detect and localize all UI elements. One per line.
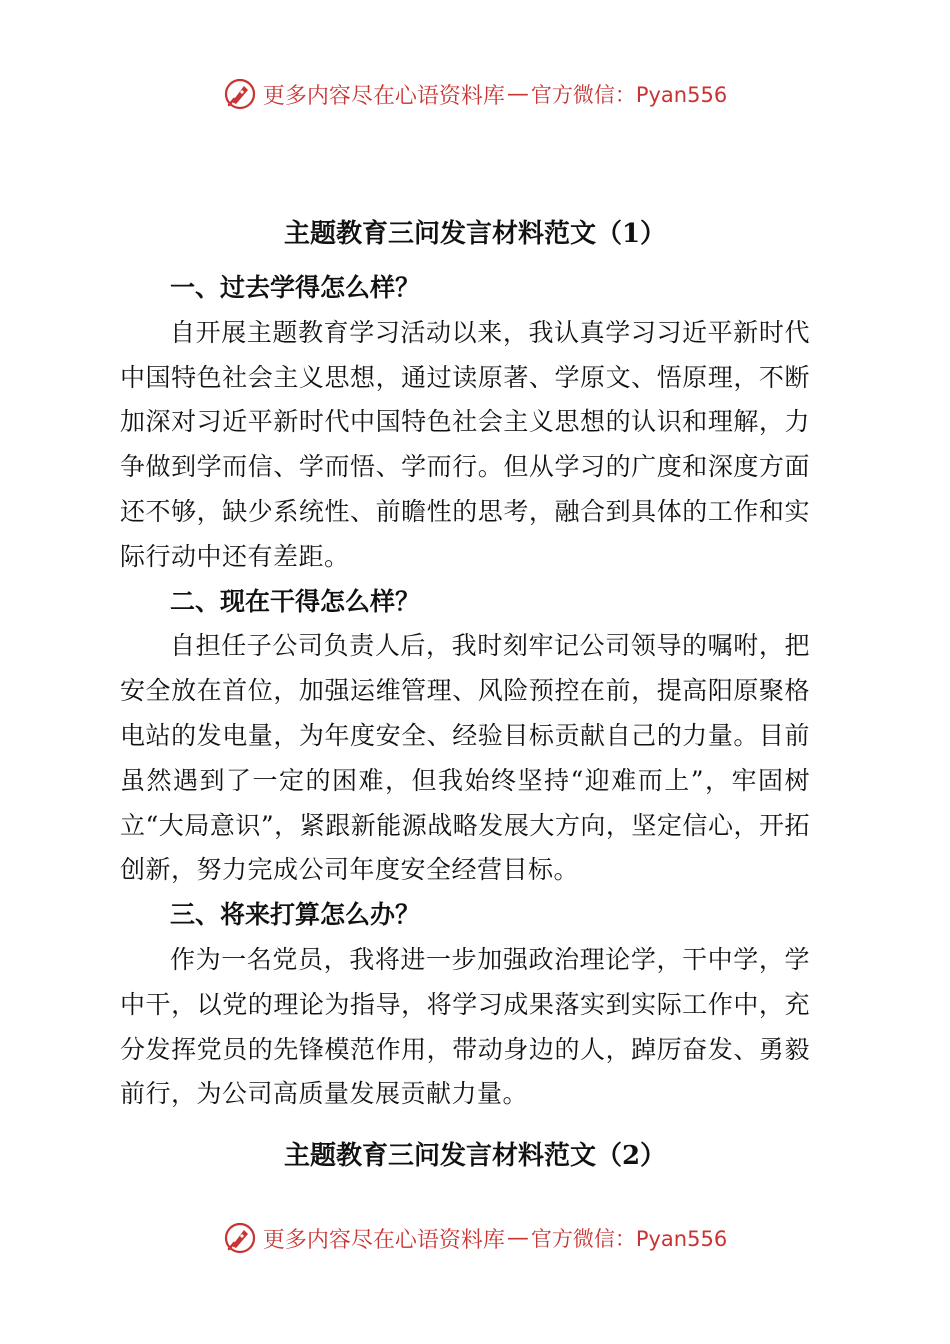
section-paragraph-3: 作为一名党员，我将进一步加强政治理论学，干中学，学中干，以党的理论为指导，将学习成果落实到实际工作中，充分发挥党员的先锋模范作用，带动身边的人，踔厉奋发、勇毅前行，为公司高质量发展贡献力量。 bbox=[120, 944, 810, 1109]
watermark-label: 更多内容尽在心语资料库 bbox=[262, 83, 505, 109]
watermark-label: 更多内容尽在心语资料库 bbox=[262, 1227, 505, 1253]
document-title-1: 主题教育三问发言材料范文（1） bbox=[283, 219, 667, 249]
section-paragraph-1: 自开展主题教育学习活动以来，我认真学习习近平新时代中国特色社会主义思想，通过读原著、学原文、悟原理，不断加深对习近平新时代中国特色社会主义思想的认识和理解，力争做到学而信、学而悟、学而行。但从学习的广度和深度方面还不够，缺少系统性、前瞻性的思考，融合到具体的工作和实际行动中还有差距。 bbox=[120, 317, 810, 571]
watermark-wechat: 官方微信：Pyan556 bbox=[530, 83, 728, 107]
watermark-banner-top bbox=[0, 72, 950, 116]
section-heading-2: 二、现在干得怎么样？ bbox=[170, 586, 421, 616]
watermark-separator: — bbox=[506, 81, 529, 107]
pen-nib-logo-icon bbox=[223, 1221, 257, 1255]
section-paragraph-2: 自担任子公司负责人后，我时刻牢记公司领导的嘱咐，把安全放在首位，加强运维管理、风险预控在前，提高阳原聚格电站的发电量，为年度安全、经验目标贡献自己的力量。目前虽然遇到了一定的困难，但我始终坚持“迎难而上”，牢固树立“大局意识”，紧跟新能源战略发展大方向，坚定信心，开拓创新，努力完成公司年度安全经营目标。 bbox=[120, 631, 810, 885]
section-heading-3: 三、将来打算怎么办？ bbox=[170, 900, 421, 930]
watermark-wechat: 官方微信：Pyan556 bbox=[530, 1227, 728, 1251]
document-body bbox=[120, 266, 810, 1117]
section-heading-1: 一、过去学得怎么样？ bbox=[170, 273, 421, 302]
watermark-banner-bottom bbox=[0, 1216, 950, 1260]
pen-nib-logo-icon bbox=[223, 77, 257, 111]
watermark-separator: — bbox=[506, 1225, 529, 1251]
document-title-2: 主题教育三问发言材料范文（2） bbox=[283, 1141, 667, 1171]
